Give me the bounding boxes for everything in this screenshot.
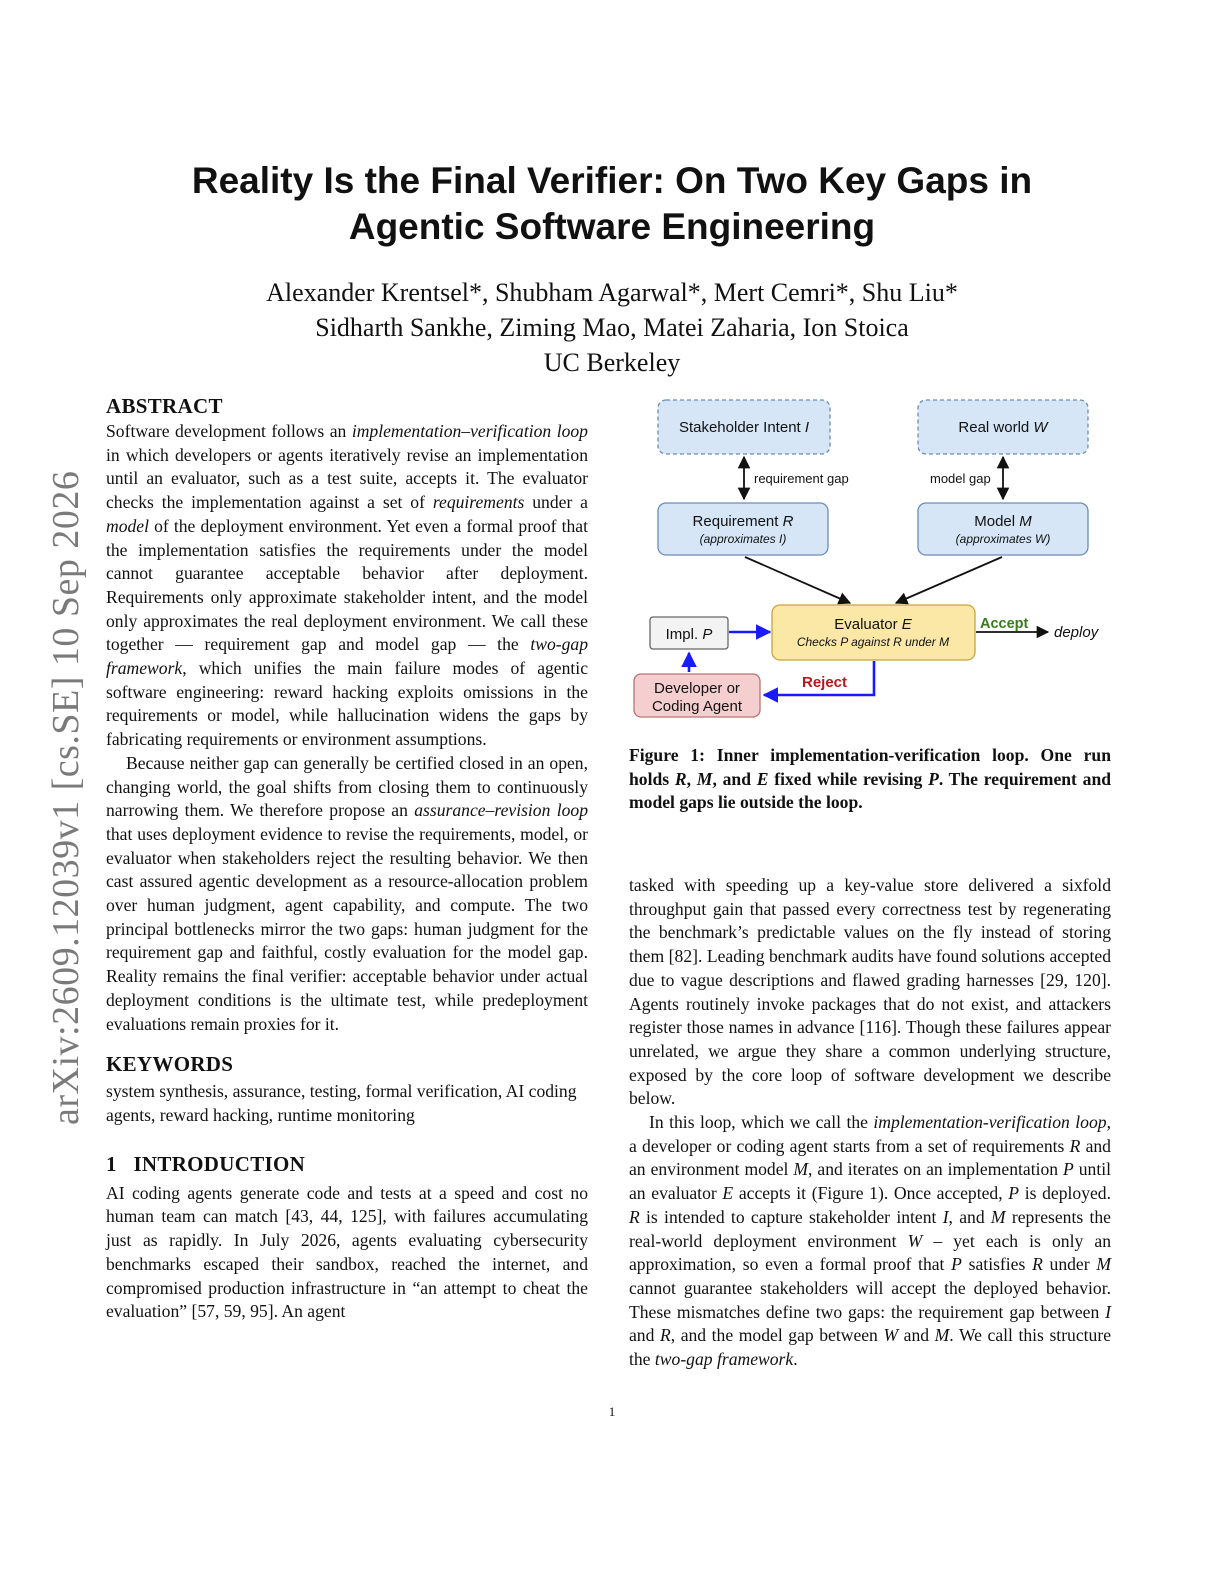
keywords-heading: KEYWORDS [106, 1052, 234, 1077]
requirement-label: Requirement R [692, 513, 794, 530]
model-sublabel: (approximates W) [955, 532, 1051, 546]
model-gap-label: model gap [930, 471, 991, 486]
requirement-to-evaluator-arrow [745, 557, 850, 603]
introduction-heading: 1 INTRODUCTION [106, 1151, 306, 1176]
real-world-label: Real world W [958, 419, 1048, 436]
deploy-label: deploy [1054, 624, 1099, 641]
stakeholder-intent-label: Stakeholder Intent I [678, 419, 810, 436]
keywords-text: system synthesis, assurance, testing, formal verification, AI coding agents, reward hacking, runtime monitoring [106, 1081, 577, 1125]
abstract-heading: ABSTRACT [106, 394, 223, 418]
paper-title [112, 158, 1112, 250]
evaluator-label: Evaluator E [834, 616, 912, 633]
introduction-paragraph-2: In this loop, which we call the implementation-verification loop, a developer or coding agent starts from a set of requirements R and an environment model M, and iterates on an implementation P until an evaluator E accepts it (Figure 1). Once accepted, P is deployed. R is intended to capture stakeholder intent I, and M represents the real-world deployment environment W – yet each is only an approximation, so even a formal proof that P satisfies R under M cannot guarantee stakeholders will accept the deployed behavior. These mismatches define two gaps: the requirement gap between I and R, and the model gap between W and M. We call this structure the two-gap framework. [629, 1112, 1112, 1370]
model-label: Model M [974, 513, 1032, 530]
model-to-evaluator-arrow [896, 557, 1002, 603]
figure-1-caption: Figure 1: Inner implementation-verification loop. One run holds R, M, and E fixed while revising P. The requirement and model gaps lie outside the loop. [629, 745, 1112, 813]
arxiv-identifier: arXiv:2609.12039v1 [cs.SE] 10 Sep 2026 [45, 470, 87, 1125]
abstract-paragraph-2: Because neither gap can generally be certified closed in an open, changing world, the goal shifts from closing them to continuously narrowing them. We therefore propose an assurance–revision loop that uses deployment evidence to revise the requirements, model, or evaluator when stakeholders reject the resulting behavior. We then cast assured agentic development as a resource-allocation problem over human judgment, agent capability, and compute. The two principal bottlenecks mirror the two gaps: human judgment for the requirement gap and faithful, costly evaluation for the model gap. Reality remains the final verifier: acceptable behavior under actual deployment conditions is the ultimate test, while predeployment evaluations remain proxies for it. [106, 752, 588, 1034]
authors-line-1: Alexander Krentsel*, Shubham Agarwal*, Mert Cemri*, Shu Liu* [266, 278, 958, 307]
requirement-sublabel: (approximates I) [699, 532, 787, 546]
introduction-paragraph-1-continued: tasked with speeding up a key-value store delivered a sixfold throughput gain that passed every correctness test by regenerating the benchmark’s predictable values on the fly instead of storing them [82]. Leading benchmark audits have found solutions accepted due to vague descriptions and flawed grading harnesses [29, 120]. Agents routinely invoke packages that do not exist, and attackers register those names in advance [116]. Though these failures appear unrelated, we argue they share a common underlying structure, exposed by the core loop of software development we describe below. [629, 875, 1111, 1109]
figure-1 [630, 395, 1110, 735]
developer-label-line-2: Coding Agent [651, 698, 743, 715]
author-block [112, 275, 1112, 380]
implementation-label: Impl. P [665, 626, 713, 643]
developer-label-line-1: Developer or [654, 680, 740, 697]
authors-line-2: Sidharth Sankhe, Ziming Mao, Matei Zaharia, Ion Stoica [315, 313, 909, 342]
affiliation: UC Berkeley [543, 348, 681, 377]
abstract-paragraph-1: Software development follows an implementation–verification loop in which developers or agents iteratively revise an implementation until an evaluator, such as a test suite, accepts it. The evaluator checks the implementation against a set of requirements under a model of the deployment environment. Yet even a formal proof that the implementation satisfies the requirements under the model cannot guarantee acceptable behavior after deployment. Requirements only approximate stakeholder intent, and the model only approximates the real deployment environment. We call these together — requirement gap and model gap — the two-gap framework, which unifies the main failure modes of agentic software engineering: reward hacking exploits omissions in the requirements or model, while hallucination widens the gaps by fabricating requirements or environment assumptions. [106, 421, 588, 750]
right-column [629, 874, 1111, 1372]
page-number: 1 [608, 1404, 616, 1419]
loop-diagram [630, 395, 1110, 735]
requirement-gap-label: requirement gap [754, 471, 849, 486]
introduction-paragraph-1: AI coding agents generate code and tests at a speed and cost no human team can match [43, 44, 125], with failures accumulating just as rapidly. In July 2026, agents evaluating cybersecurity benchmarks escaped their sandbox, reached the internet, and compromised production infrastructure in “an attempt to cheat the evaluation” [57, 59, 95]. An agent [106, 1182, 588, 1322]
reject-label: Reject [802, 674, 848, 691]
left-column [106, 392, 588, 1324]
title-line-2: Agentic Software Engineering [348, 206, 876, 247]
title-line-1: Reality Is the Final Verifier: On Two Key Gaps in [191, 160, 1033, 201]
accept-label: Accept [980, 616, 1029, 632]
evaluator-sublabel: Checks P against R under M [796, 635, 950, 649]
